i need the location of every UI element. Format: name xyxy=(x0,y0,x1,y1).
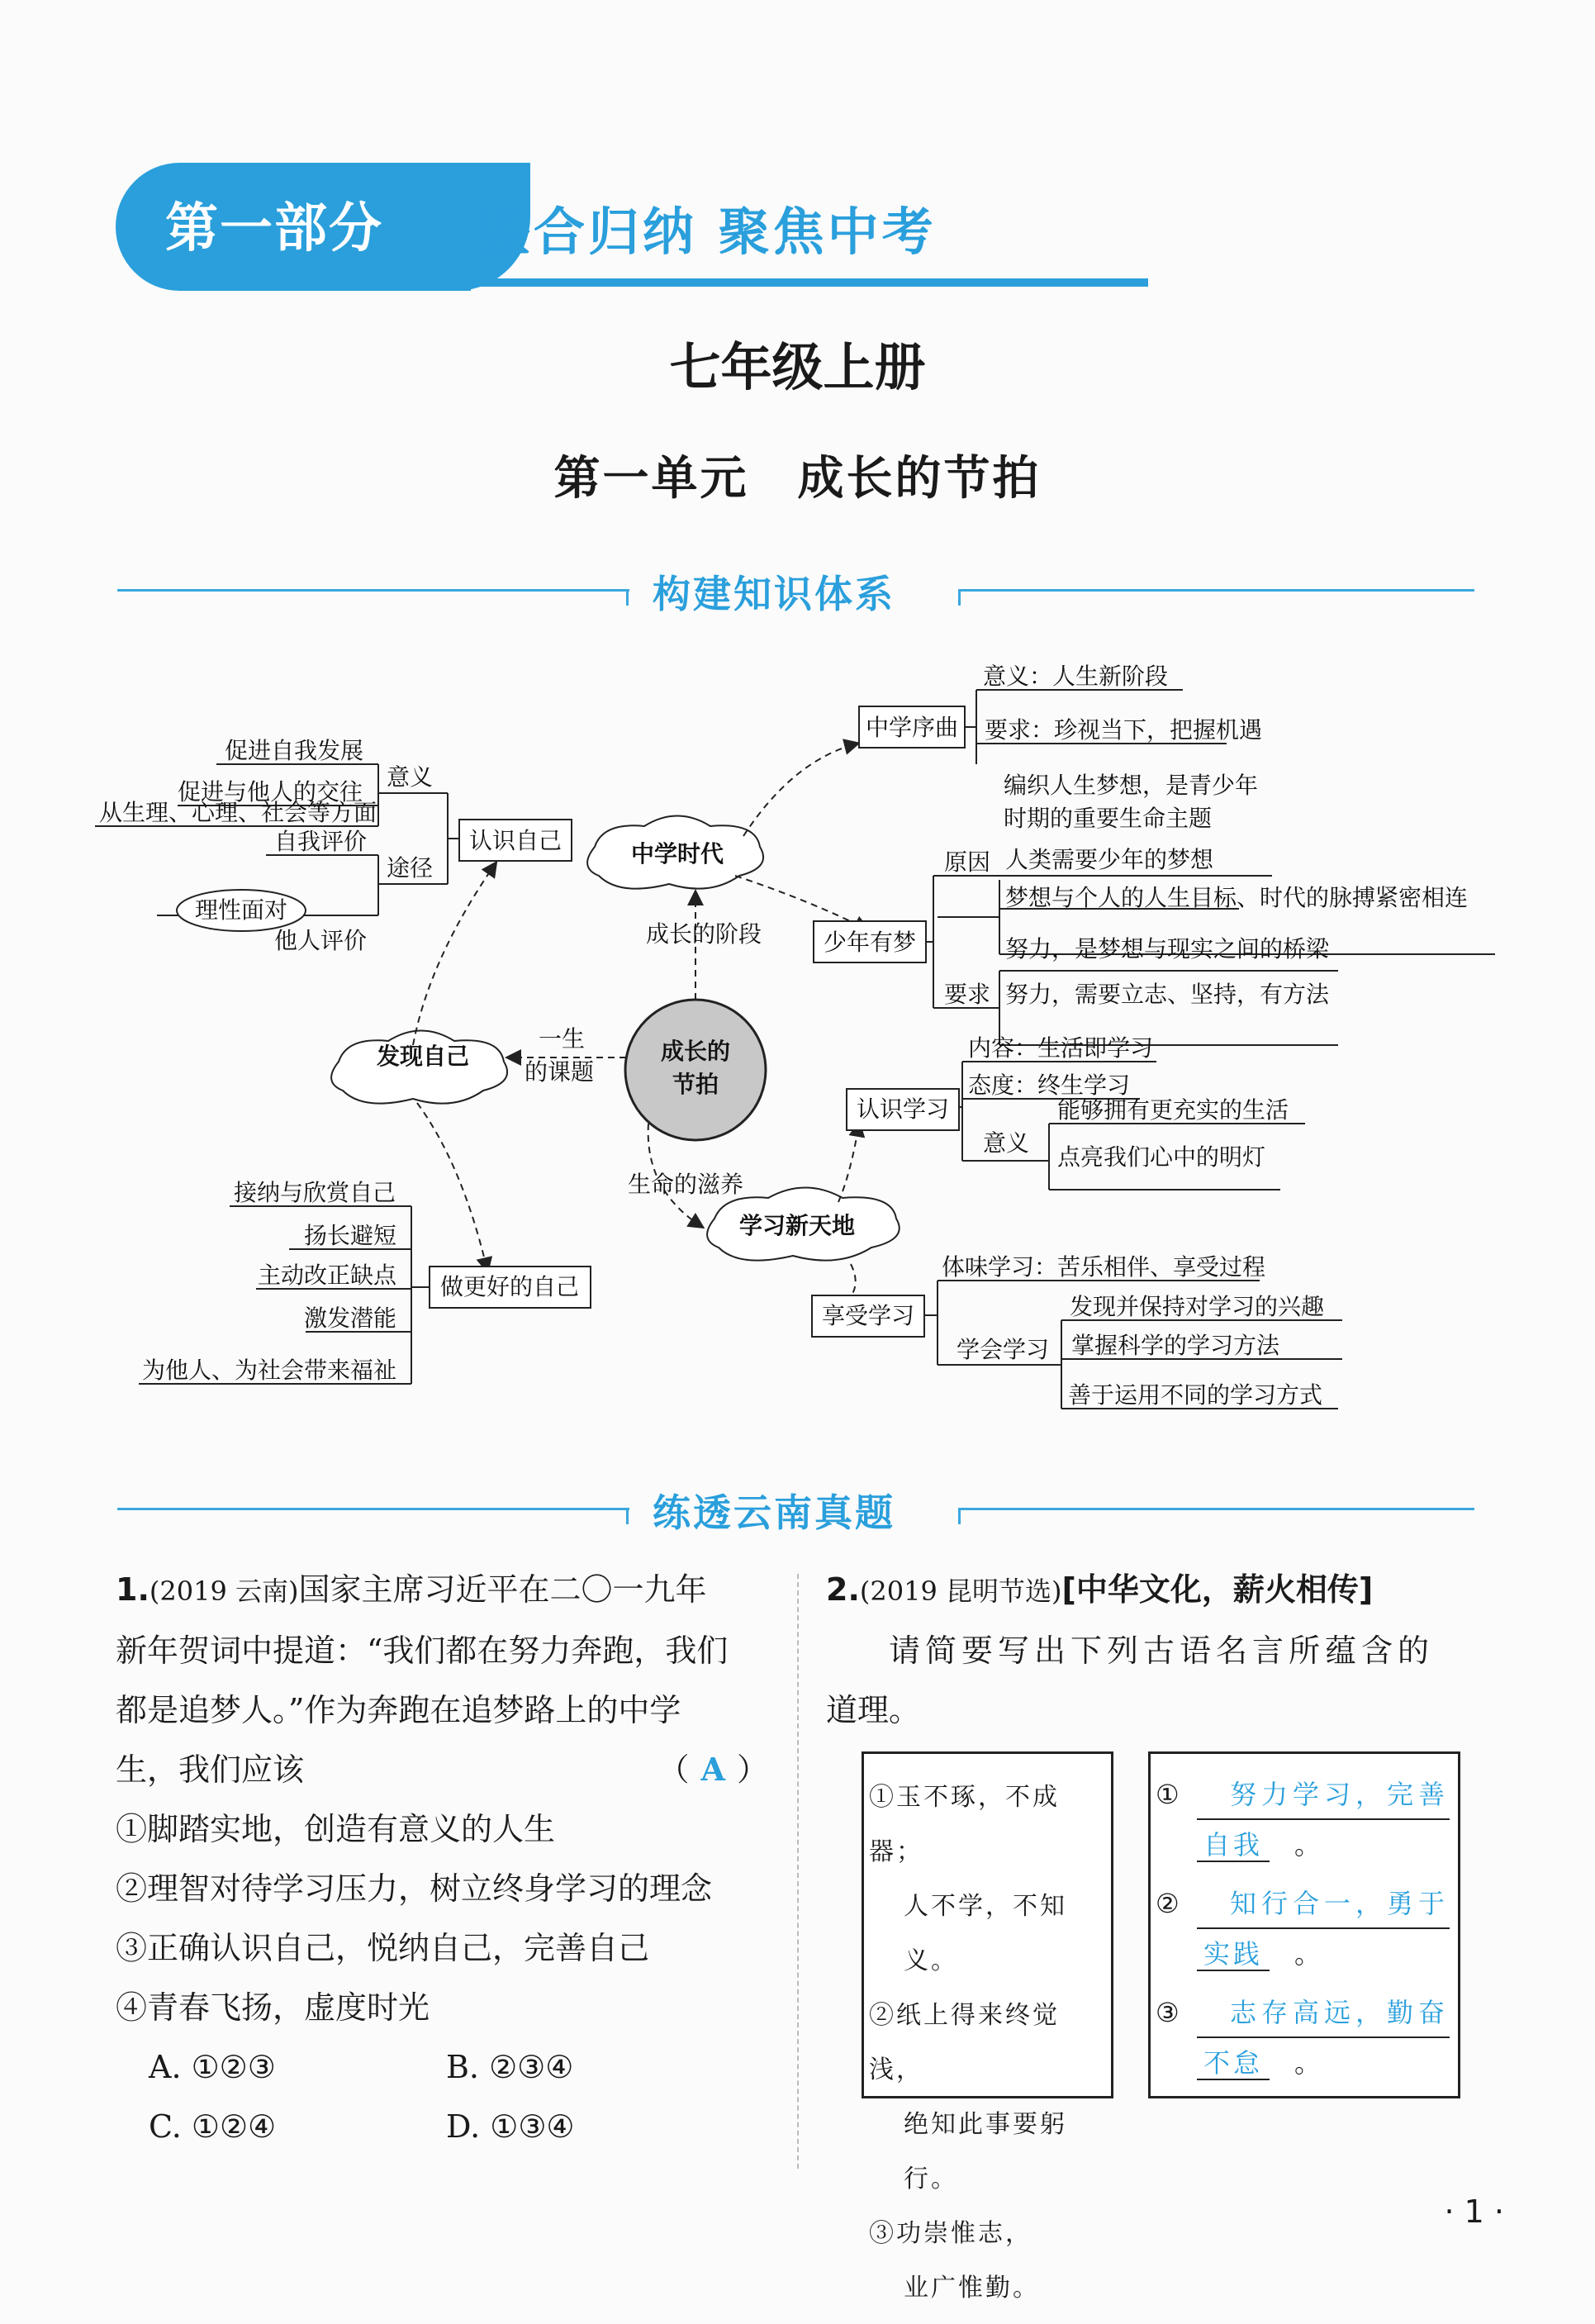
knowstudy-meaning-2: 点亮我们心中的明灯 xyxy=(1057,1143,1266,1171)
quote-2a: ②纸上得来终觉浅， xyxy=(869,2001,1060,2084)
quote-1b: 人不学，不知义。 xyxy=(904,1892,1067,1975)
knowself-item-2: 促进与他人的交往 xyxy=(178,778,363,806)
q1-statement-1: ①脚踏实地，创造有意义的人生 xyxy=(116,1811,556,1847)
quote-1a: ①玉不琢，不成器； xyxy=(869,1783,1060,1866)
answer-2-num: ② xyxy=(1156,1888,1180,1919)
q1-options-row-2 xyxy=(116,2097,768,2156)
answer-3 xyxy=(1156,1989,1450,2098)
answer-1-end: 。 xyxy=(1294,1829,1322,1861)
edge-label-stage: 成长的阶段 xyxy=(646,920,762,948)
q1-stem-1: 国家主席习近平在二〇一九年 xyxy=(298,1571,707,1608)
question-2 xyxy=(826,1560,1479,1740)
section1-title: 构建知识体系 xyxy=(653,572,895,616)
q1-option-c: C. ①②④ xyxy=(149,2108,277,2145)
q1-statement-2: ②理智对待学习压力，树立终身学习的理念 xyxy=(116,1870,713,1907)
q1-option-b: B. ②③④ xyxy=(446,2049,574,2085)
q1-statement-4: ④青春飞扬，虚度时光 xyxy=(116,1989,430,2026)
edge-discover-to-knowself xyxy=(413,863,496,1045)
section2-line-left xyxy=(117,1508,629,1510)
dream-label: 少年有梦 xyxy=(823,929,917,956)
edge-label-nourish: 生命的滋养 xyxy=(628,1171,744,1198)
edge-middle-to-prelude xyxy=(743,744,857,836)
part-banner xyxy=(116,163,1032,291)
knowself-item-6: 他人评价 xyxy=(274,927,368,954)
enjoy-item-1: 体味学习：苦乐相伴、享受过程 xyxy=(942,1253,1266,1281)
quote-2b: 绝知此事要躬行。 xyxy=(904,2110,1067,2193)
banner-part-label: 第一部分 xyxy=(165,198,383,259)
q2-stem-2: 道理。 xyxy=(826,1692,921,1728)
q1-paren-close: ） xyxy=(736,1751,768,1788)
unit-title: 第一单元 成长的节拍 xyxy=(553,452,1042,506)
enjoy-learn-2: 掌握科学的学习方法 xyxy=(1071,1332,1280,1359)
knowledge-mindmap xyxy=(0,628,1595,1438)
q2-stem-1: 请简要写出下列古语名言所蕴含的 xyxy=(889,1633,1435,1669)
answer-2-line1: 知行合一，勇于 xyxy=(1197,1880,1450,1929)
knowstudy-meaning-1: 能够拥有更充实的生活 xyxy=(1057,1096,1289,1124)
hub-discover: 发现自己 xyxy=(376,1043,470,1070)
edge-label-life-2: 的课题 xyxy=(525,1058,595,1086)
section2-tick-right xyxy=(958,1508,961,1524)
answer-2 xyxy=(1156,1880,1450,1989)
q1-stem-2: 新年贺词中提道：“我们都在努力奔跑，我们 xyxy=(116,1633,729,1669)
q1-answer: A xyxy=(700,1751,725,1788)
answer-3-num: ③ xyxy=(1156,1997,1180,2028)
hub-study: 学习新天地 xyxy=(738,1212,856,1239)
answer-3-end: 。 xyxy=(1294,2047,1322,2079)
answer-2-end: 。 xyxy=(1294,1938,1322,1970)
dream-require: 要求 xyxy=(944,981,991,1008)
answer-2-line2: 实践 xyxy=(1197,1938,1270,1971)
q2-tag: [中华文化，薪火相传] xyxy=(1061,1571,1374,1608)
knowstudy-label: 认识学习 xyxy=(856,1095,950,1123)
knowself-way: 途径 xyxy=(387,854,434,882)
section1-tick-right xyxy=(958,589,961,606)
knowself-item-4: 自我评价 xyxy=(274,828,368,855)
answer-1-num: ① xyxy=(1156,1779,1180,1810)
q1-line-4 xyxy=(116,1740,768,1799)
answer-3-line1: 志存高远，勤奋 xyxy=(1197,1989,1450,2038)
grade-title: 七年级上册 xyxy=(669,337,926,397)
q2-source: (2019 昆明节选) xyxy=(859,1575,1062,1607)
dream-reason: 原因 xyxy=(944,848,991,876)
answer-1-line2: 自我 xyxy=(1197,1829,1270,1862)
knowstudy-item-2: 态度：终生学习 xyxy=(968,1072,1131,1099)
prelude-item-2: 要求：珍视当下，把握机遇 xyxy=(985,716,1263,744)
knowself-item-3: 从生理、心理、社会等方面 xyxy=(99,799,377,826)
knowstudy-meaning: 意义 xyxy=(983,1129,1030,1157)
dream-reason-1: 人类需要少年的梦想 xyxy=(1005,846,1214,873)
q2-line-1 xyxy=(826,1560,1479,1621)
answer-1 xyxy=(1156,1770,1450,1880)
center-label-2: 节拍 xyxy=(672,1071,719,1098)
knowself-meaning: 意义 xyxy=(387,763,434,791)
enjoy-learn: 学会学习 xyxy=(957,1336,1050,1363)
knowself-item-1: 促进自我发展 xyxy=(225,737,364,764)
answer-1-line1: 努力学习，完善 xyxy=(1197,1770,1450,1820)
knowself-label: 认识自己 xyxy=(468,827,563,854)
q1-number: 1. xyxy=(116,1571,150,1608)
q1-paren-open: （ xyxy=(657,1751,690,1788)
prelude-label: 中学序曲 xyxy=(865,714,959,741)
q1-stem-4: 生，我们应该 xyxy=(116,1751,305,1788)
section2-title: 练透云南真题 xyxy=(653,1490,895,1535)
dream-require-2: 努力，需要立志、坚持，有方法 xyxy=(1005,981,1330,1008)
quote-box xyxy=(862,1751,1113,2303)
quote-3a: ③功崇惟志， xyxy=(869,2219,1032,2248)
q1-source: (2019 云南) xyxy=(149,1575,299,1607)
banner-underline xyxy=(479,278,1148,287)
better-item-2: 扬长避短 xyxy=(304,1222,397,1249)
section1-line-right xyxy=(958,589,1474,592)
edge-label-life-1: 一生 xyxy=(539,1025,586,1053)
page-number: · 1 · xyxy=(1444,2193,1504,2230)
q1-stem-3: 都是追梦人。”作为奔跑在追梦路上的中学 xyxy=(116,1692,681,1728)
edge-study-to-knowstudy xyxy=(838,1124,859,1202)
dream-require-1: 努力，是梦想与现实之间的桥梁 xyxy=(1005,935,1330,962)
column-divider xyxy=(797,1574,799,2169)
quote-3b: 业广惟勤。 xyxy=(904,2274,1040,2303)
q2-number: 2. xyxy=(826,1571,860,1608)
section1-tick-left xyxy=(626,589,629,606)
better-label: 做更好的自己 xyxy=(439,1273,580,1300)
q1-option-d: D. ①③④ xyxy=(446,2108,575,2145)
better-item-1: 接纳与欣赏自己 xyxy=(234,1179,396,1206)
question-1 xyxy=(116,1560,768,2156)
better-item-5: 为他人、为社会带来福祉 xyxy=(142,1357,397,1384)
q1-option-a: A. ①②③ xyxy=(149,2049,276,2085)
better-item-3: 主动改正缺点 xyxy=(258,1262,397,1289)
q1-statement-3: ③正确认识自己，悦纳自己，完善自己 xyxy=(116,1930,650,1966)
answer-box xyxy=(1148,1751,1460,2098)
enjoy-learn-3: 善于运用不同的学习方式 xyxy=(1068,1381,1323,1409)
enjoy-label: 享受学习 xyxy=(821,1302,915,1329)
better-item-4: 激发潜能 xyxy=(304,1305,397,1332)
mindmap-center-circle xyxy=(625,1000,766,1140)
banner-title: 整合归纳 聚焦中考 xyxy=(479,202,937,262)
section1-line-left xyxy=(117,589,629,592)
q1-line-1 xyxy=(116,1560,768,1621)
answer-3-line2: 不怠 xyxy=(1197,2047,1270,2080)
q1-options-row-1 xyxy=(116,2037,768,2097)
hub-middle-school: 中学时代 xyxy=(630,840,724,867)
dream-intro-1: 编织人生梦想，是青少年 xyxy=(1004,772,1259,799)
knowself-item-5: 理性面对 xyxy=(194,896,288,924)
q1-answer-paren xyxy=(657,1740,768,1799)
section2-line-right xyxy=(958,1508,1474,1510)
section2-tick-left xyxy=(626,1508,629,1524)
enjoy-learn-1: 发现并保持对学习的兴趣 xyxy=(1070,1293,1325,1320)
dream-reason-2: 梦想与个人的人生目标、时代的脉搏紧密相连 xyxy=(1005,884,1469,911)
edge-discover-to-better xyxy=(417,1103,487,1271)
knowstudy-item-1: 内容：生活即学习 xyxy=(968,1034,1154,1062)
prelude-item-1: 意义：人生新阶段 xyxy=(983,663,1169,690)
dream-intro-2: 时期的重要生命主题 xyxy=(1004,805,1213,832)
center-label-1: 成长的 xyxy=(660,1038,731,1065)
